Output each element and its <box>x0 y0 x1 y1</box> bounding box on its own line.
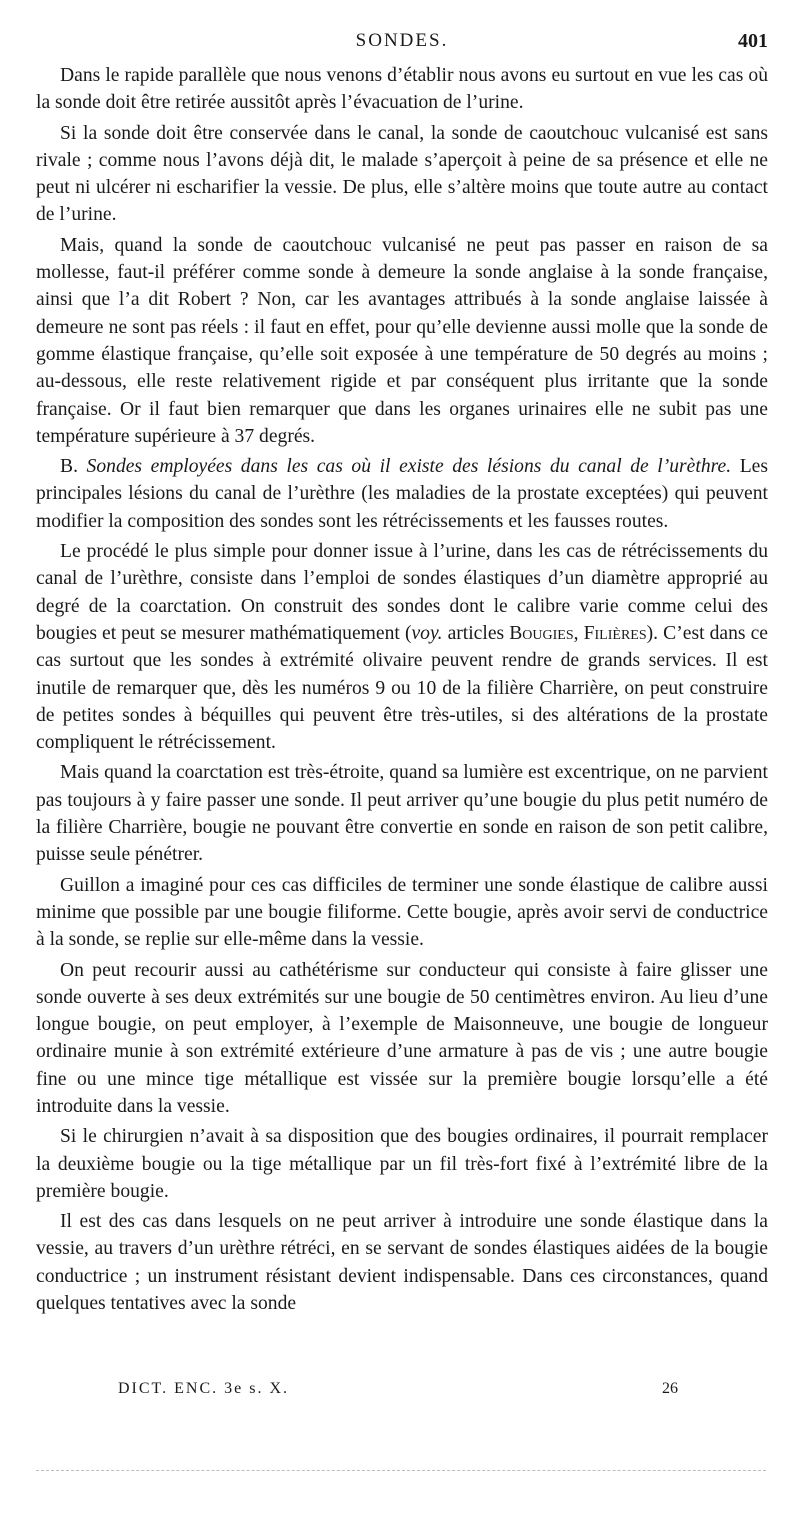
running-head <box>36 28 768 58</box>
text-run: , <box>573 622 584 644</box>
paragraph: On peut recourir aussi au cathétérisme sur conducteur qui consiste à faire glisser une sonde ouverte à ses deux extrémités sur une bougie de 50 centimètres environ. Au lieu d’une longue bougie, on peut employer, à l’exemple de Maisonneuve, une bougie de longueur ordinaire munie à son extrémité extérieure d’une armature à pas de vis ; une autre bougie fine ou une mince tige métallique est vissée sur la première bougie lorsqu’elle a été introduite dans la vessie. <box>36 959 768 1117</box>
paragraph: Si la sonde doit être conservée dans le canal, la sonde de caoutchouc vulcanisé est sans rivale ; comme nous l’avons déjà dit, le malade s’aperçoit à peine de sa présence et elle ne peut ni ulcérer ni escharifier la vessie. De plus, elle s’altère moins que toute autre au contact de l’urine. <box>36 122 768 226</box>
section-label: B. <box>60 456 78 478</box>
text-run: Le procédé le plus simple pour donner issue à l’urine, dans les cas de rétrécissements du canal de l’urèthre, consiste dans l’emploi de sondes élastiques d’un diamètre approprié au degré de la coarctation. On construit des sondes dont le calibre varie comme celui des bougies et peut se mesurer mathématiquement ( <box>36 541 768 644</box>
sheet-number: 26 <box>662 1380 678 1397</box>
section-b-paragraph <box>36 453 768 535</box>
section-heading: Sondes employées dans les cas où il existe des lésions du canal de l’urèthre. <box>86 456 732 478</box>
section-text: Les principales lésions du canal de l’urèthre (les maladies de la prostate exceptées) qui peuvent modifier la composition des sondes sont les rétrécissements et les fausses routes. <box>36 456 768 532</box>
paragraph: Guillon a imaginé pour ces cas difficiles de terminer une sonde élastique de calibre aussi minime que possible par une bougie filiforme. Cette bougie, après avoir servi de conductrice à la sonde, se replie sur elle-même dans la vessie. <box>36 874 768 951</box>
cross-reference-filieres: Filières <box>583 622 647 644</box>
text-run: ). C’est dans ce cas surtout que les sondes à extrémité olivaire peuvent rendre de grands services. Il est inutile de remarquer que, dès les numéros 9 ou 10 de la filière Charrière, on peut construire de petites sondes à béquilles qui peuvent être très-utiles, si des altérations de la prostate compliquent le rétrécissement. <box>36 622 768 754</box>
paragraph: Si le chirurgien n’avait à sa disposition que des bougies ordinaires, il pourrait remplacer la deuxième bougie ou la tige métallique par un fil très-fort fixé à l’extrémité libre de la première bougie. <box>36 1126 768 1202</box>
body-text <box>36 62 768 1317</box>
page-footer <box>36 1380 768 1410</box>
paragraph: Mais, quand la sonde de caoutchouc vulcanisé ne peut pas passer en raison de sa mollesse, faut-il préférer comme sonde à demeure la sonde anglaise à la sonde française, ainsi que l’a dit Robert ? Non, car les avantages attribués à la sonde anglaise laissée à demeure ne sont pas réels : il faut en effet, pour qu’elle devienne aussi molle que la sonde de gomme élastique française, qu’elle soit exposée à une température de 50 degrés au moins ; au-dessous, elle reste relativement rigide et par conséquent plus irritante que la sonde française. Or il faut bien remarquer que dans les organes urinaires elle ne subit pas une température supérieure à 37 degrés. <box>36 234 768 447</box>
page-number: 401 <box>738 30 768 52</box>
voy-abbreviation: voy. <box>411 622 443 644</box>
cross-reference-bougies: Bougies <box>509 622 574 644</box>
signature-mark: DICT. ENC. 3e s. X. <box>118 1380 290 1397</box>
paragraph <box>36 538 768 756</box>
text-run: articles <box>442 622 510 644</box>
paragraph: Il est des cas dans lesquels on ne peut arriver à introduire une sonde élastique dans la vessie, au travers d’un urèthre rétréci, en se servant de sondes élastiques aidées de la bougie conductrice ; un instrument résistant devient indispensable. Dans ces circonstances, quand quelques tentatives avec la sonde <box>36 1211 768 1315</box>
running-title: SONDES. <box>355 30 449 51</box>
bottom-dotted-rule <box>36 1470 766 1471</box>
paragraph: Dans le rapide parallèle que nous venons d’établir nous avons eu surtout en vue les cas où la sonde doit être retirée aussitôt après l’évacuation de l’urine. <box>36 65 768 114</box>
paragraph: Mais quand la coarctation est très-étroite, quand sa lumière est excentrique, on ne parvient pas toujours à y faire passer une sonde. Il peut arriver qu’une bougie du plus petit numéro de la filière Charrière, bougie ne pouvant être convertie en sonde en raison de son petit calibre, puisse seule pénétrer. <box>36 762 768 866</box>
